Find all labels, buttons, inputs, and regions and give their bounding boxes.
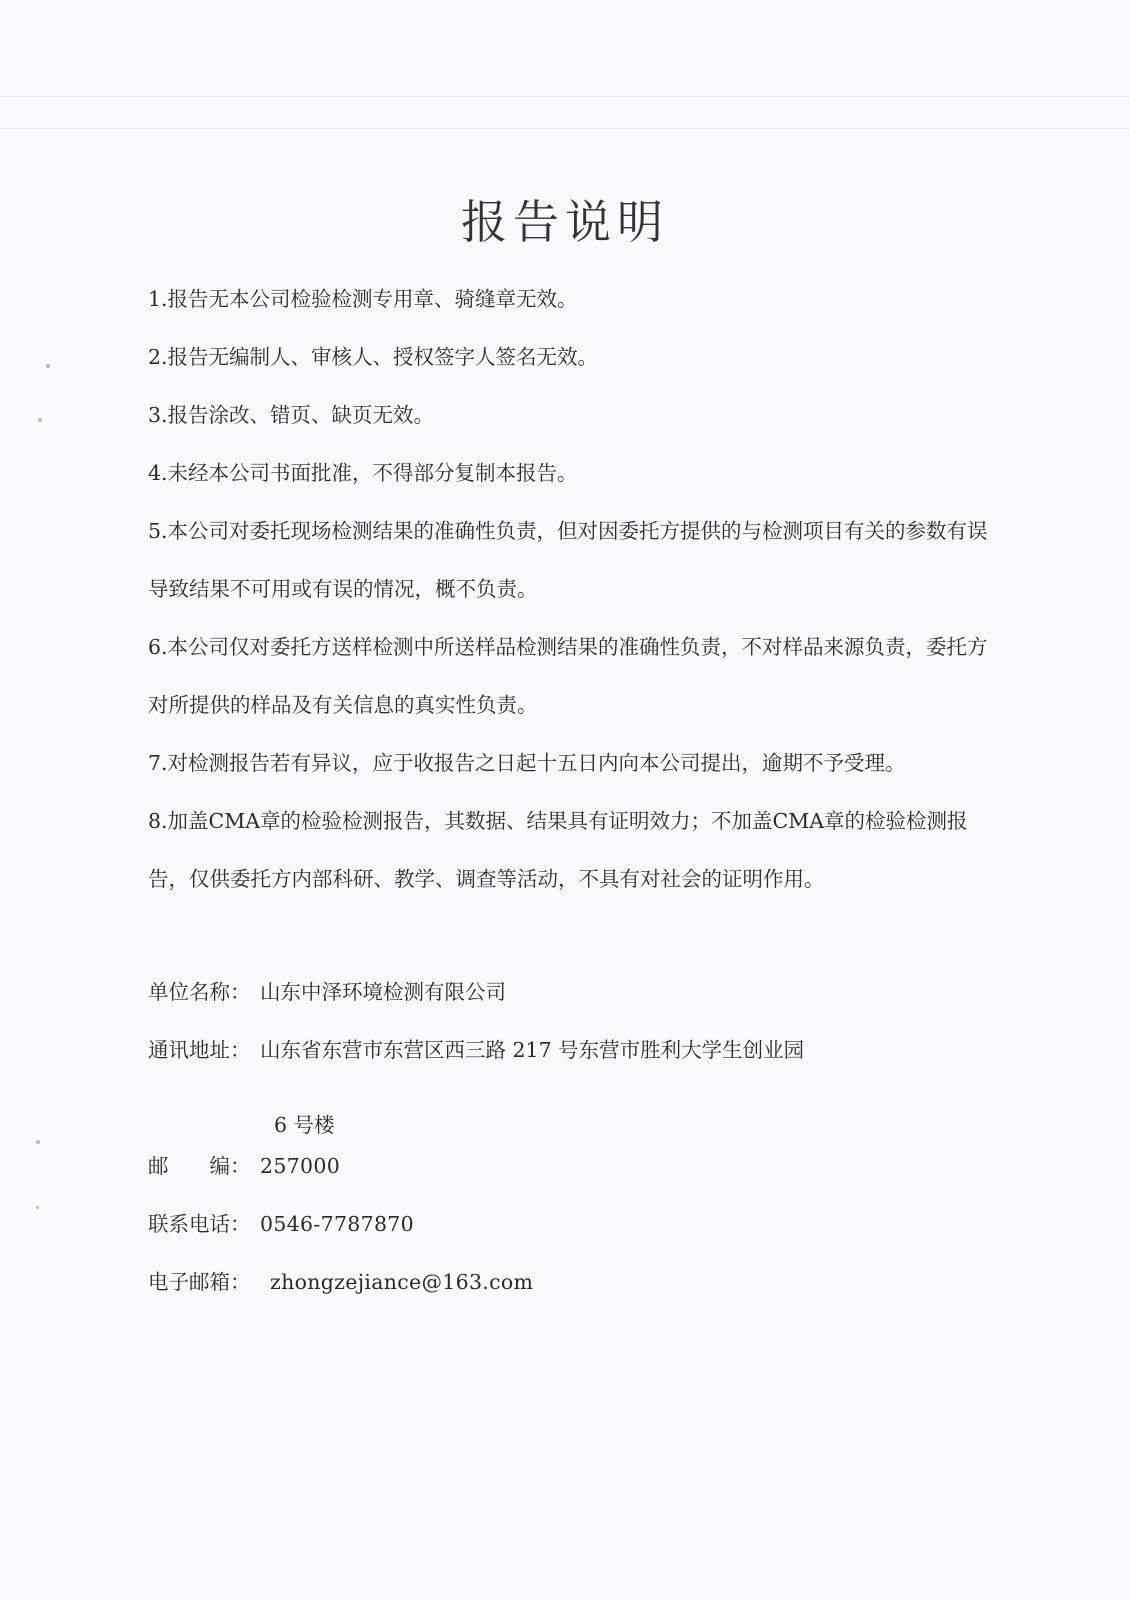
scan-speck [36,1206,39,1209]
note-item: 1.报告无本公司检验检测专用章、骑缝章无效。 [148,287,578,311]
company-row [148,977,1008,1035]
note-item: 7.对检测报告若有异议，应于收报告之日起十五日内向本公司提出，逾期不予受理。 [148,751,906,775]
postcode-row [148,1151,1008,1209]
email-value: zhongzejiance@163.com [270,1270,534,1294]
note-item: 4.未经本公司书面批准，不得部分复制本报告。 [148,461,578,485]
contact-block [148,977,1008,1325]
phone-row [148,1209,1008,1267]
note-item: 3.报告涂改、错页、缺页无效。 [148,403,435,427]
postcode-value: 257000 [260,1154,341,1178]
scan-speck [46,364,50,368]
address-label: 通讯地址： [148,1038,251,1062]
notes-list [148,270,1008,908]
company-name: 山东中泽环境检测有限公司 [260,980,506,1004]
phone-value: 0546-7787870 [260,1212,414,1236]
phone-label: 联系电话： [148,1212,251,1236]
page-title: 报告说明 [461,195,669,249]
email-row [148,1267,1008,1325]
postcode-label: 邮 编： [148,1154,251,1178]
email-label: 电子邮箱： [148,1270,251,1294]
address-line-1: 山东省东营市东营区西三路 217 号东营市胜利大学生创业园 [260,1038,805,1062]
note-item: 2.报告无编制人、审核人、授权签字人签名无效。 [148,345,599,369]
address-line-2: 6 号楼 [274,1113,335,1137]
scan-line [0,96,1130,97]
note-item: 8.加盖CMA章的检验检测报告，其数据、结果具有证明效力；不加盖CMA章的检验检测报告，仅供委托方内部科研、教学、调查等活动，不具有对社会的证明作用。 [148,809,968,891]
scan-speck [36,1140,40,1144]
note-item: 5.本公司对委托现场检测结果的准确性负责，但对因委托方提供的与检测项目有关的参数有误导致结果不可用或有误的情况，概不负责。 [148,519,988,601]
company-label: 单位名称： [148,980,251,1004]
address-row [148,1035,1008,1093]
scan-line [0,128,1130,129]
scan-speck [38,418,42,422]
note-item: 6.本公司仅对委托方送样检测中所送样品检测结果的准确性负责，不对样品来源负责，委托方对所提供的样品及有关信息的真实性负责。 [148,635,988,717]
